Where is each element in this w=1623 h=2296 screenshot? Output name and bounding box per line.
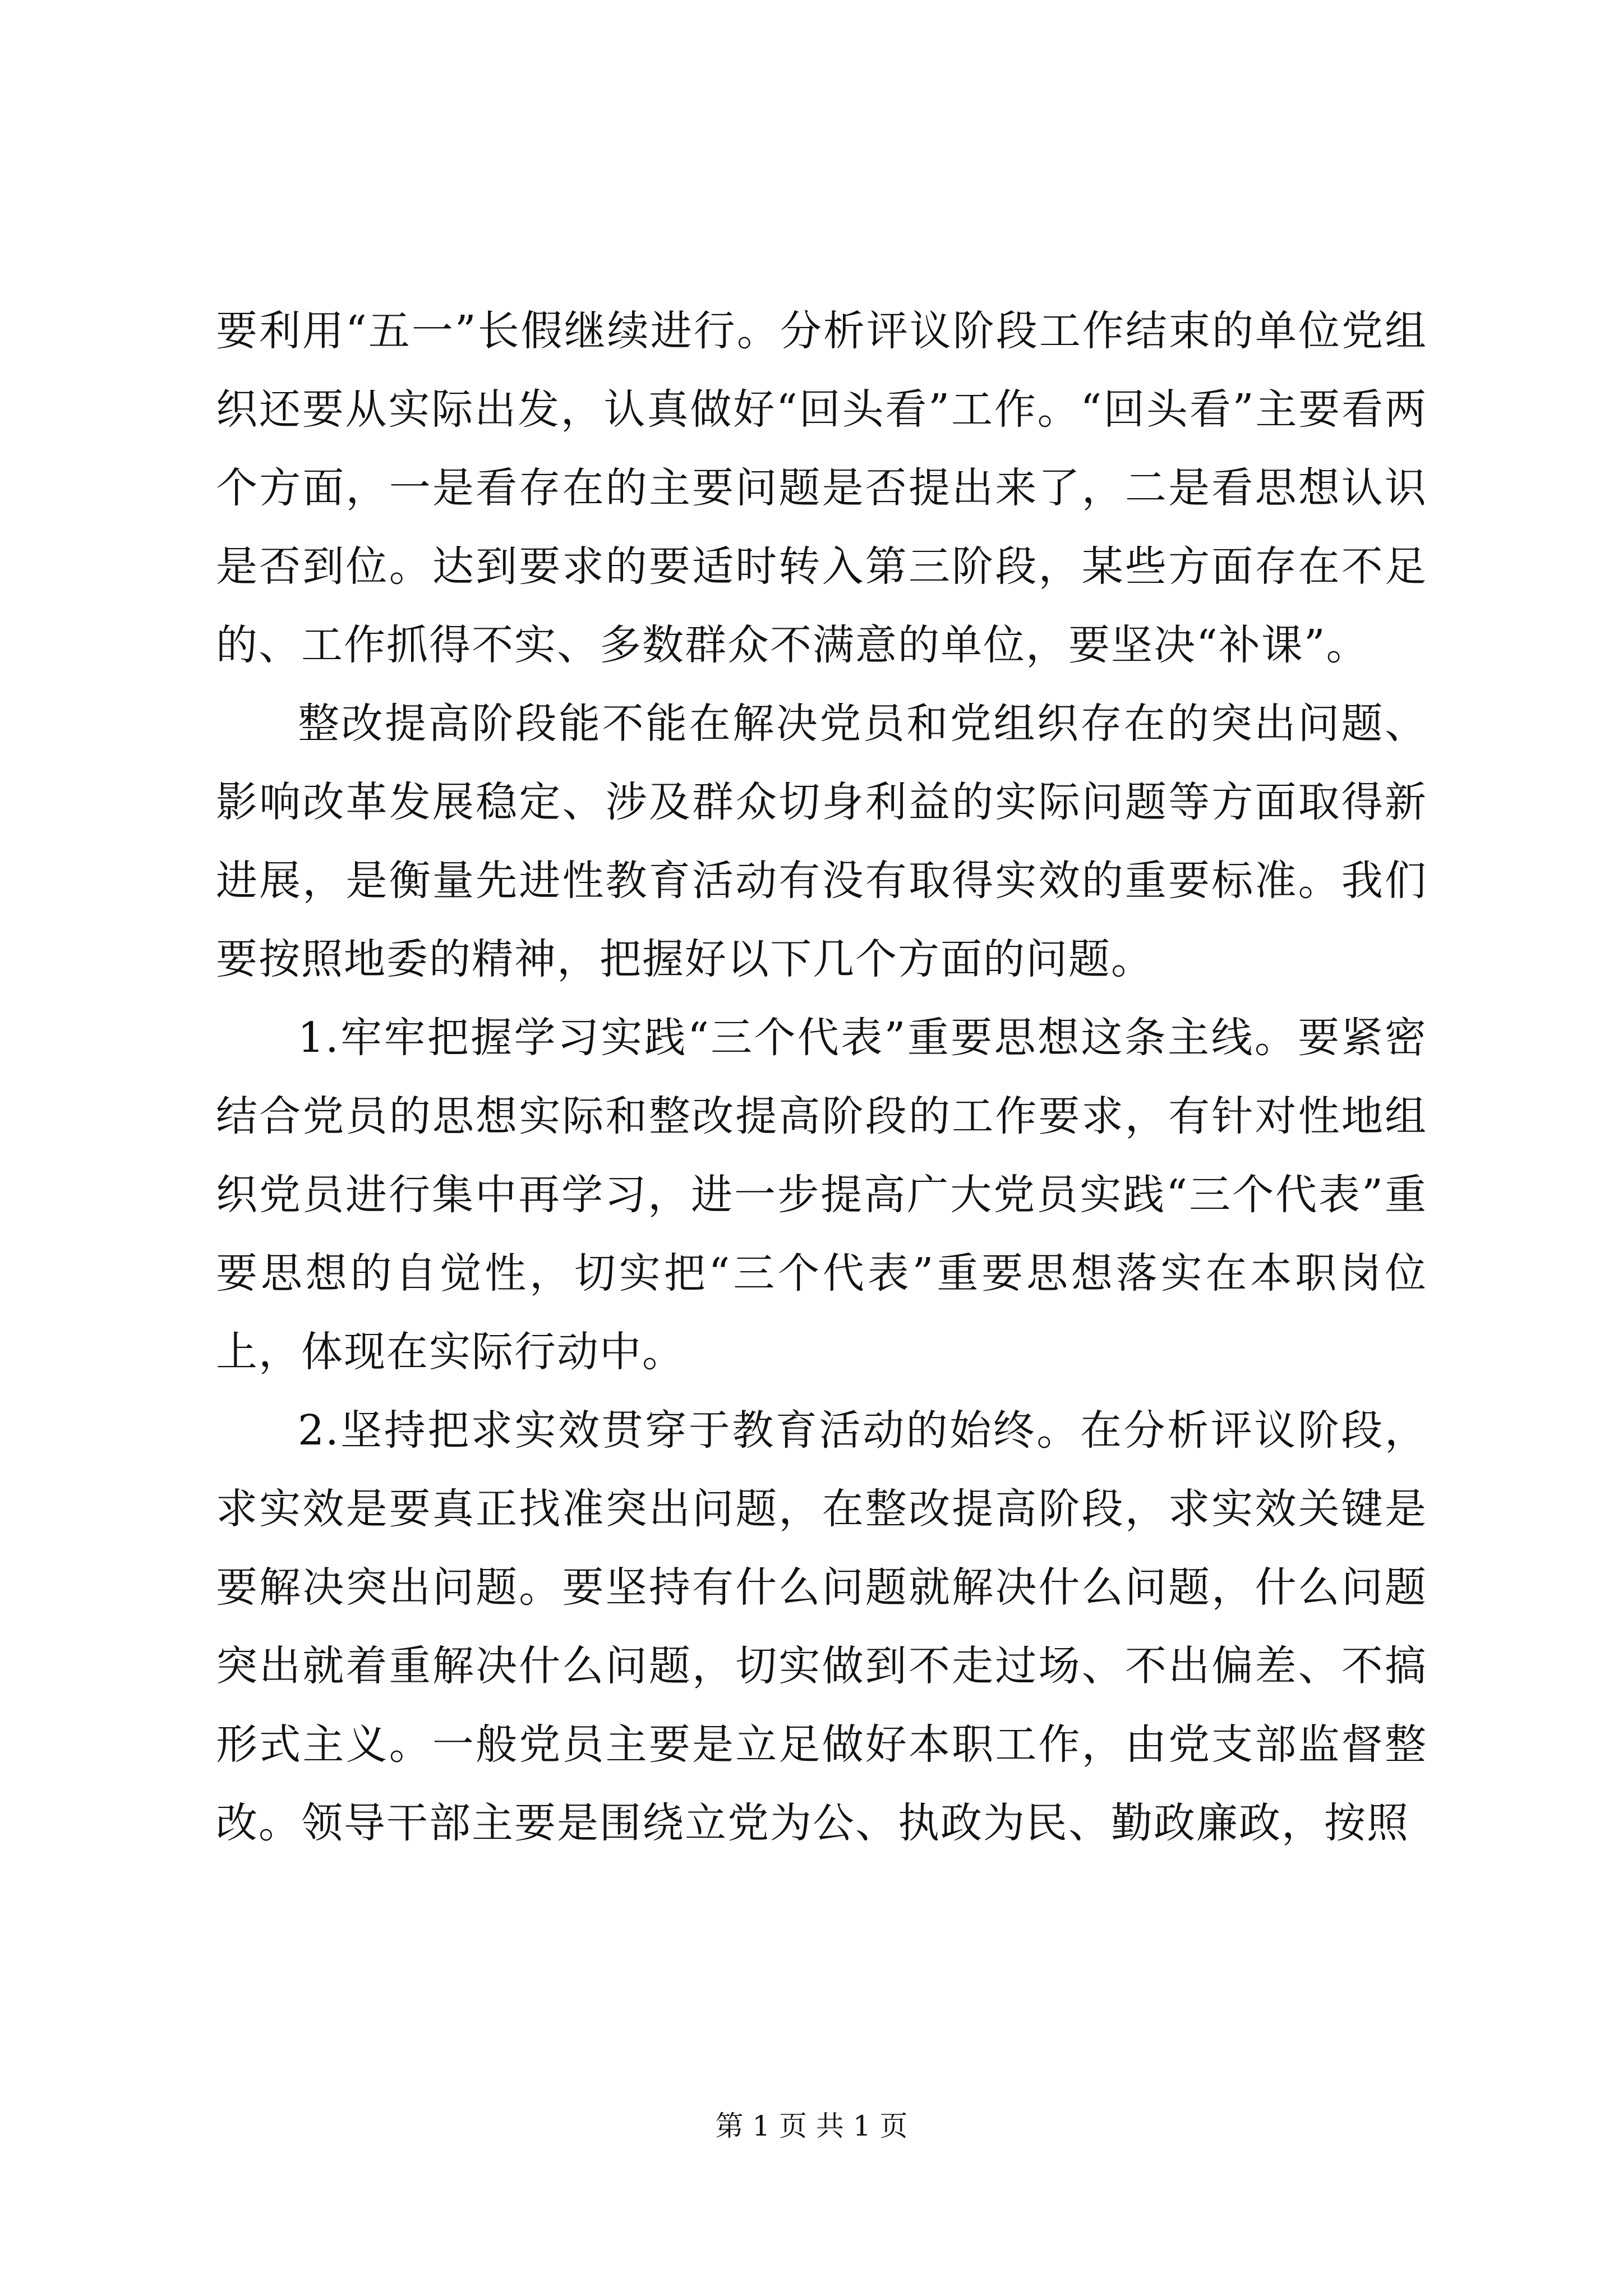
- paragraph-item-2: 2.坚持把求实效贯穿于教育活动的始终。在分析评议阶段，求实效是要真正找准突出问题，在整改提高阶段，求实效关键是要解决突出问题。要坚持有什么问题就解决什么问题，什么问题突出就着重解决什么问题，切实做到不走过场、不出偏差、不搞形式主义。一般党员主要是立足做好本职工作，由党支部监督整改。领导干部主要是围绕立党为公、执政为民、勤政廉政，按照: [216, 1406, 1427, 1847]
- paragraph-continuation: 要利用“五一”长假继续进行。分析评议阶段工作结束的单位党组织还要从实际出发，认真做好“回头看”工作。“回头看”主要看两个方面，一是看存在的主要问题是否提出来了，二是看思想认识是否到位。达到要求的要适时转入第三阶段，某些方面存在不足的、工作抓得不实、多数群众不满意的单位，要坚决“补课”。: [216, 307, 1427, 669]
- page-footer: 第 1 页 共 1 页: [715, 2110, 908, 2142]
- paragraph-rectification-stage: 整改提高阶段能不能在解决党员和党组织存在的突出问题、影响改革发展稳定、涉及群众切身利益的实际问题等方面取得新进展，是衡量先进性教育活动有没有取得实效的重要标准。我们要按照地委的精神，把握好以下几个方面的问题。: [216, 700, 1427, 983]
- document-body: [216, 292, 1427, 1862]
- paragraph-item-1: 1.牢牢把握学习实践“三个代表”重要思想这条主线。要紧密结合党员的思想实际和整改提高阶段的工作要求，有针对性地组织党员进行集中再学习，进一步提高广大党员实践“三个代表”重要思想的自觉性，切实把“三个代表”重要思想落实在本职岗位上，体现在实际行动中。: [216, 1014, 1427, 1376]
